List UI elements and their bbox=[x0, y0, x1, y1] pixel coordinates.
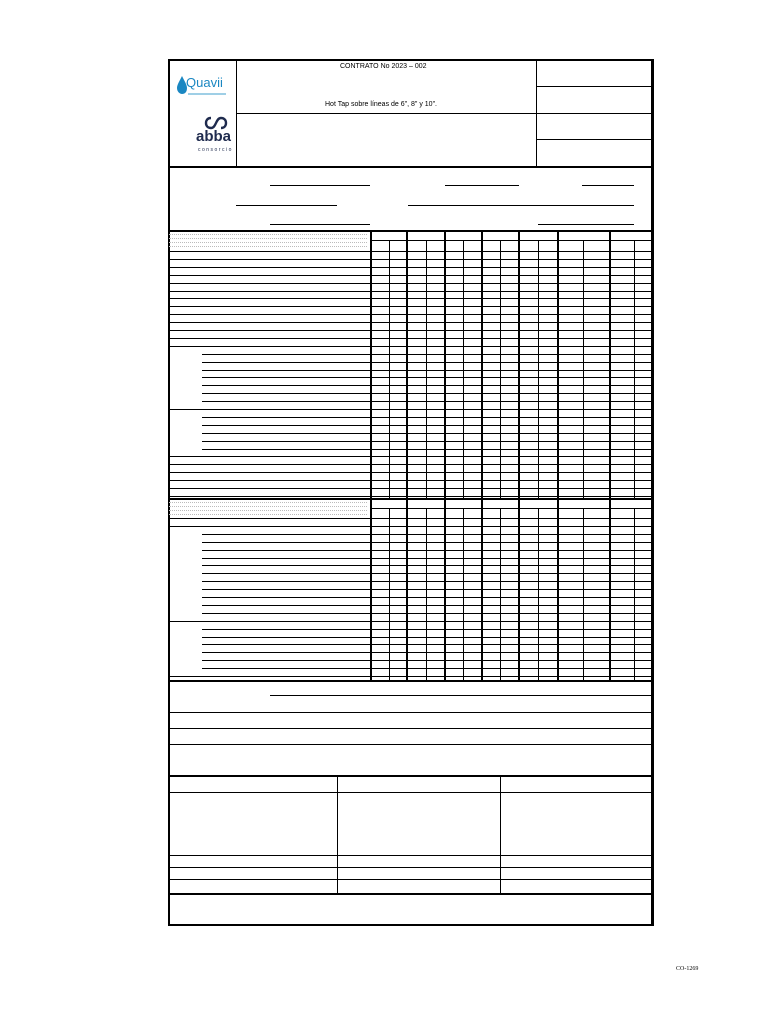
header-dotted-line bbox=[169, 502, 367, 503]
abba-logo-subtitle: consorcio bbox=[198, 147, 233, 153]
grid-row-line bbox=[169, 314, 653, 315]
field-line[interactable] bbox=[582, 185, 634, 186]
field-line[interactable] bbox=[270, 224, 370, 225]
grid-group-divider bbox=[557, 498, 559, 680]
grid-row-line bbox=[169, 480, 653, 481]
grid-column-divider bbox=[389, 508, 390, 680]
grid-group-divider bbox=[652, 230, 654, 498]
observations-top-line bbox=[169, 680, 653, 682]
grid-top-line bbox=[169, 498, 653, 500]
grid-row-line bbox=[202, 377, 653, 378]
grid-row-line bbox=[202, 637, 653, 638]
grid-group-divider bbox=[370, 230, 372, 498]
signature-top-line bbox=[169, 775, 653, 777]
grid-row-line bbox=[202, 393, 653, 394]
grid-row-line bbox=[169, 676, 653, 677]
grid-group-divider bbox=[370, 498, 372, 680]
header-mid-line bbox=[236, 113, 537, 114]
abba-logo-text: abba bbox=[196, 128, 232, 145]
grid-row-line bbox=[202, 534, 653, 535]
grid-row-line bbox=[169, 298, 653, 299]
grid-row-line bbox=[202, 441, 653, 442]
grid-column-divider bbox=[463, 508, 464, 680]
contract-number: CONTRATO No 2023 – 002 bbox=[340, 63, 427, 70]
grid-row-line bbox=[202, 385, 653, 386]
signature-line[interactable] bbox=[169, 855, 653, 856]
document-title: Hot Tap sobre líneas de 6", 8" y 10". bbox=[325, 101, 438, 108]
group-bracket-line bbox=[169, 621, 202, 622]
grid-group-divider bbox=[609, 498, 611, 680]
header-dotted-line bbox=[169, 506, 367, 507]
grid-row-line bbox=[169, 338, 653, 339]
field-line[interactable] bbox=[538, 224, 634, 225]
grid-row-line bbox=[169, 488, 653, 489]
grid-row-line bbox=[169, 291, 653, 292]
signature-divider-2 bbox=[500, 776, 501, 893]
grid-row-line bbox=[169, 409, 653, 410]
grid-row-line bbox=[202, 613, 653, 614]
grid-row-line bbox=[169, 346, 653, 347]
grid-row-line bbox=[202, 644, 653, 645]
grid-column-divider bbox=[389, 240, 390, 498]
grid-row-line bbox=[202, 629, 653, 630]
grid-row-line bbox=[169, 259, 653, 260]
grid-row-line bbox=[169, 472, 653, 473]
grid-column-divider bbox=[583, 508, 584, 680]
grid-column-divider bbox=[463, 240, 464, 498]
group-bracket-line bbox=[169, 346, 202, 347]
grid-row-line bbox=[169, 251, 653, 252]
grid-row-line bbox=[169, 306, 653, 307]
quavii-logo-text: Quavii bbox=[186, 75, 223, 90]
header-bottom-line bbox=[169, 166, 653, 168]
header-dotted-line bbox=[169, 514, 367, 515]
grid-column-divider bbox=[634, 508, 635, 680]
grid-row-line bbox=[169, 330, 653, 331]
header-dotted-line bbox=[169, 234, 367, 235]
grid-column-divider bbox=[500, 240, 501, 498]
grid-row-line bbox=[202, 660, 653, 661]
grid-group-divider bbox=[481, 498, 483, 680]
grid-row-line bbox=[202, 417, 653, 418]
grid-column-divider bbox=[634, 240, 635, 498]
grid-row-line bbox=[169, 283, 653, 284]
grid-row-line bbox=[202, 652, 653, 653]
grid-row-line bbox=[202, 589, 653, 590]
header-box-line-3 bbox=[537, 139, 653, 140]
signature-divider-1 bbox=[337, 776, 338, 893]
grid-group-divider bbox=[481, 230, 483, 498]
grid-row-line bbox=[202, 425, 653, 426]
grid-row-line bbox=[202, 433, 653, 434]
grid-row-line bbox=[202, 362, 653, 363]
signature-bottom-line bbox=[169, 893, 653, 895]
grid-row-line bbox=[202, 449, 653, 450]
header-dotted-line bbox=[169, 242, 367, 243]
grid-group-divider bbox=[609, 230, 611, 498]
header-dotted-line bbox=[169, 510, 367, 511]
signature-date-line[interactable] bbox=[169, 879, 653, 880]
grid-group-divider bbox=[652, 498, 654, 680]
grid-row-line bbox=[202, 354, 653, 355]
grid-group-divider bbox=[406, 230, 408, 498]
grid-row-line bbox=[169, 621, 653, 622]
grid-row-line bbox=[169, 496, 653, 497]
field-line[interactable] bbox=[236, 205, 337, 206]
field-line[interactable] bbox=[270, 185, 370, 186]
observations-line[interactable] bbox=[169, 744, 653, 745]
grid-column-divider bbox=[500, 508, 501, 680]
grid-row-line bbox=[169, 456, 653, 457]
grid-row-line bbox=[169, 275, 653, 276]
grid-row-line bbox=[202, 573, 653, 574]
grid-column-divider bbox=[583, 240, 584, 498]
grid-column-divider bbox=[426, 508, 427, 680]
header-box-line-2 bbox=[537, 113, 653, 114]
grid-row-line bbox=[202, 565, 653, 566]
grid-top-line bbox=[169, 230, 653, 232]
grid-row-line bbox=[202, 558, 653, 559]
document-code: CO-1269 bbox=[676, 966, 699, 972]
header-dotted-line bbox=[169, 246, 367, 247]
signature-header-line bbox=[169, 792, 653, 793]
header-box-line-1 bbox=[537, 86, 653, 87]
group-bracket-line bbox=[169, 526, 202, 527]
grid-row-line bbox=[202, 542, 653, 543]
grid-group-divider bbox=[518, 498, 520, 680]
field-line[interactable] bbox=[408, 205, 634, 206]
grid-row-line bbox=[169, 518, 653, 519]
grid-group-divider bbox=[444, 230, 446, 498]
grid-row-line bbox=[202, 550, 653, 551]
grid-group-divider bbox=[444, 498, 446, 680]
signature-name-line[interactable] bbox=[169, 867, 653, 868]
observations-field-line[interactable] bbox=[270, 695, 653, 696]
grid-row-line bbox=[169, 322, 653, 323]
grid-row-line bbox=[169, 464, 653, 465]
grid-group-divider bbox=[557, 230, 559, 498]
grid-row-line bbox=[202, 668, 653, 669]
observations-line[interactable] bbox=[169, 728, 653, 729]
observations-line[interactable] bbox=[169, 712, 653, 713]
grid-row-line bbox=[202, 597, 653, 598]
grid-row-line bbox=[202, 605, 653, 606]
grid-column-divider bbox=[538, 240, 539, 498]
grid-row-line bbox=[202, 370, 653, 371]
field-line[interactable] bbox=[445, 185, 519, 186]
grid-column-divider bbox=[538, 508, 539, 680]
grid-group-divider bbox=[518, 230, 520, 498]
group-bracket-line bbox=[169, 409, 202, 410]
grid-row-line bbox=[169, 526, 653, 527]
grid-row-line bbox=[202, 581, 653, 582]
grid-column-divider bbox=[426, 240, 427, 498]
grid-row-line bbox=[169, 267, 653, 268]
grid-row-line bbox=[202, 401, 653, 402]
header-dotted-line bbox=[169, 238, 367, 239]
grid-group-divider bbox=[406, 498, 408, 680]
form-frame bbox=[168, 59, 654, 926]
